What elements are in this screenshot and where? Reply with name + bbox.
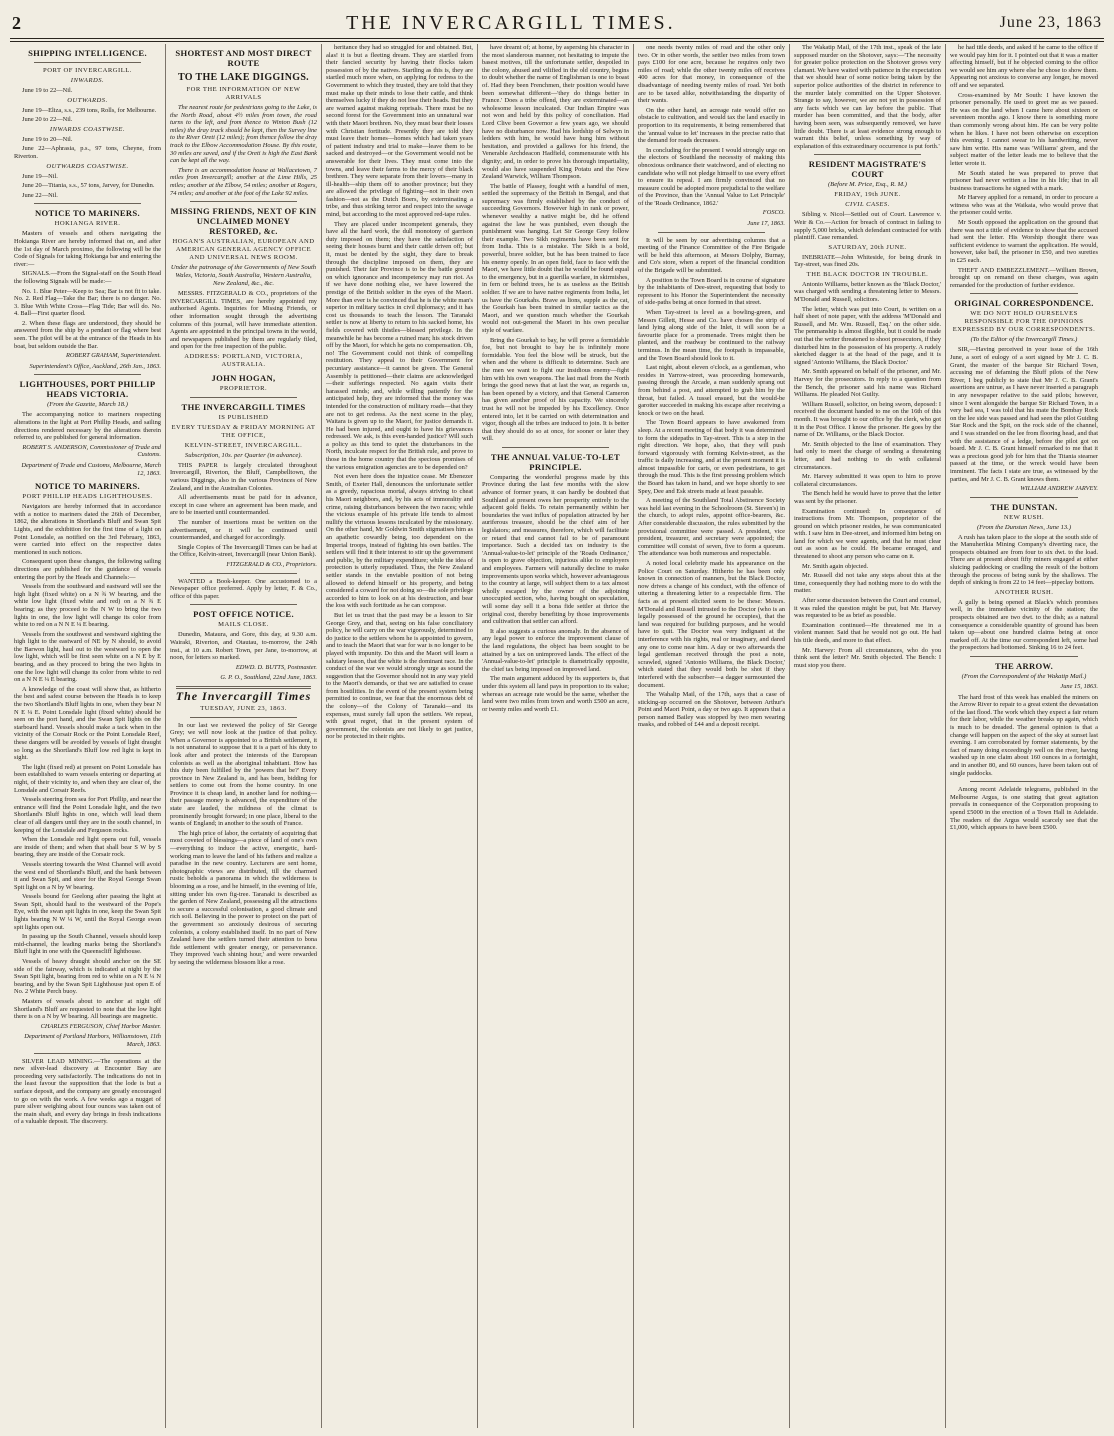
article-paragraph: The number of insertions must be written on the advertisement, or it will be continued until countermanded, and charged for accordingly. <box>170 519 317 542</box>
times-published-heading: THE INVERCARGILL TIMES <box>181 401 306 412</box>
local-news-paragraph: A meeting of the Southland Total Abstinence Society was held last evening in the Schoolroom (St. Steven's) in the church, to adopt rules, appoint office-bearers, &c. After considerable discussion, the rules submitted by the provisional committee were passed. A president, vice president, treasurer, and secretary were appointed; the committee will consist of seven, five to form a quorum. The attendance was both numerous and respectable. <box>638 497 785 558</box>
agency-address: ADDRESS: PORTLAND, VICTORIA, AUSTRALIA. <box>184 352 303 368</box>
editorial-paragraph: Bring the Gourkah to bay, he will prove a formidable foe, but not brought to bay he is infinitely more formidable. You feel the blow will be struck, but the when and the where is difficult to determine. Such are the men we want to fight our insidious enemy—fight him with his own weapons. The last mail from the North brings the good news that at last the war, as regards us, has been opened by a victory, and that General Cameron has given another proof of his capacity. We sincerely trust he will not be impeded by his Excellency. Once entered into, let it be carried on with determination and vigor, though all the tribes are induced to join. It is better that they should do so at once, for sooner or later they will. <box>482 336 629 443</box>
court-date: SATURDAY, 20th JUNE. <box>828 243 907 251</box>
court-paragraph: The Bench held he would have to prove that the letter was sent by the prisoner. <box>794 490 941 505</box>
article-paragraph: Navigators are hereby informed that in accordance with a notice to mariners dated the 26th of December, 1862, the alterations in Shortland's Bluff and Swan Spit Lights, and the exhibition for the first time of a light on Point Lonsdale, as notified on the 3rd February, 1863, were carried into effect on the respective dates mentioned in such notices. <box>14 503 161 556</box>
correspondence-disclaimer: WE DO NOT HOLD OURSELVES RESPONSIBLE FOR THE OPINIONS EXPRESSED BY OUR CORRESPONDENTS. <box>952 310 1096 334</box>
published-label: IS PUBLISHED <box>218 413 269 421</box>
court-paragraph: Mr. Russell did not take any steps about this at the time, consequently they had nothing more to do with the matter. <box>794 572 941 595</box>
divider <box>190 397 297 398</box>
article-paragraph: Vessels steering from sea for Port Phillip, and near the entrance will find the Point Lonsdale light, and the two Shortland's Bluff lights in one, which will lead them clear of all dangers until they are in the south channel, in keeping of the Lonsdale and Ferguson rocks. <box>14 796 161 834</box>
column-1 <box>10 44 166 1428</box>
divider <box>34 1053 141 1054</box>
source-note: (From the Correspondent of the Wakatip Mail.) <box>961 673 1087 680</box>
masthead-rule-bottom <box>10 41 1104 42</box>
editor-salutation: (To the Editor of the Invercargill Times.) <box>970 336 1078 344</box>
column-4 <box>478 44 634 1428</box>
post-office-heading: POST OFFICE NOTICE. <box>193 609 294 620</box>
article-paragraph: one needs twenty miles of road and the other only two. Or in other words, the settler two miles from town pays £100 for one acre, because he requires only two miles of road; while the other twenty miles off receives 400 acres for that money, in consequence of the disadvantage of needing twenty miles of road. Yet both are to be taxed alike, notwithstanding the disparity of their wants. <box>638 44 785 105</box>
value-to-let-heading: THE ANNUAL VALUE-TO-LET PRINCIPLE. <box>490 451 621 472</box>
divider <box>190 573 297 574</box>
source-note: (From the Gazette, March 18.) <box>47 401 128 409</box>
divider <box>658 232 765 233</box>
article-paragraph: Vessels from the southward and eastward will see the high light (fixed white) on a N ¾ W bearing, and the white low light (fixed white and red) on a N ¾ E bearing; as they proceed to the N W to bring the two lights in one, the low light will change its color from white to red on a N N E ¼ E bearing. <box>14 583 161 629</box>
court-paragraph: Examination continued—He threatened me in a violent manner. Said that he would not go out. He had his title deeds, and more to that effect. <box>794 621 941 644</box>
court-paragraph: he had title deeds, and asked if he came to the office if we would pay him for it. I pointed out that it was a matter affecting himself, but if he objected coming to the office we would see him any where else he chose to show them. Appearing not anxious to converse any longer, he moved off and we separated. <box>950 44 1098 89</box>
article-paragraph: In passing up the South Channel, vessels should keep mid-channel, the leading marks being the Shortland's Bluff light in one with the Queenscliff lighthouse. <box>14 933 161 956</box>
signature: ROBERT S. ANDERSON, Commissioner of Trade and Customs. <box>22 443 161 459</box>
court-paragraph: Mr. Harvey: From all circumstances, who do you think sent the letter? Mr. Smith objected. The Bench: I must stop you there. <box>794 646 941 669</box>
article-paragraph: The nearest route for pedestrians going to the Lake, is the North Road, about 4½ miles from town, the road turns to the left, and from thence to Winton Bush (12 miles) the dray track should be kept, then the Survey line to the River Oreti (12 miles); from thence follow the dray track to the Elbow Accommodation House. By this route, 30 miles are saved, and if the Oreti is high the East Bank can be kept all the way. <box>170 104 317 165</box>
court-paragraph: Mr Harvey applied for a remand, in order to procure a witness who was at the Waikaia, who would prove that the prisoner could write. <box>950 194 1098 217</box>
arrow-heading: THE ARROW. <box>994 661 1054 671</box>
article-paragraph: Vessels bound for Geelong after passing the light at Swan Spit, should haul to the westward of the Pope's Eye, with the swan spit lights in one, keep the Swan Spit lights bearing N W ¼ W, until the Royal George swan spit lights open out. <box>14 893 161 931</box>
article-paragraph: The light (fixed red) at present on Point Lonsdale has been established to warn vessels entering or departing at night, of their vicinity to, and when they are clear of, the Lonsdale and Corsair Reefs. <box>14 763 161 794</box>
court-date: FRIDAY, 19th JUNE. <box>834 191 901 199</box>
divider <box>34 374 141 375</box>
article-paragraph: SIGNALS.—From the Signal-staff on the South Head the following Signals will be made:— <box>14 270 161 285</box>
article-paragraph: There is an accommodation house at Wallacetown, 7 miles from Invercargill; another at the Lime Hills, 25 miles; another at the Elbow, 54 miles; another at Rogers, 74 miles; and another at the foot of the Lake 92 miles. <box>170 166 317 197</box>
article-paragraph: All advertisements must be paid for in advance, except in case where an agreement has been made, and are to be inserted until countermanded. <box>170 494 317 517</box>
article-paragraph: Consequent upon these changes, the following sailing directions are published for the guidance of vessels entering the port by the Heads and Channels:— <box>14 558 161 581</box>
agency-heading: HOGAN'S AUSTRALIAN, EUROPEAN AND AMERICAN GENERAL AGENCY OFFICE AND UNIVERSAL NEWS ROOM. <box>172 238 315 262</box>
proprietor-name: JOHN HOGAN, <box>211 372 276 383</box>
court-paragraph: Mr South stated he was prepared to prove that prisoner had never written a line in his life; that in all business transactions he signed with a mark. <box>950 169 1098 192</box>
article-paragraph: On the other hand, an acreage rate would offer no obstacle to cultivation, and would tax the land exactly in proportion to its requirements, it being remembered that the 'annual value to let' increases in the precise ratio that the demand for roads decreases. <box>638 106 785 145</box>
court-paragraph: Mr South opposed the application on the ground that there was not a tittle of evidence to show that the accused had sent the letter. His Worship thought there was sufficient evidence to warrant the application. He would, however, take bail, the prisoner in £50, and two sureties in £25 each. <box>950 219 1098 265</box>
signature: WILLIAM ANDREW JARVEY. <box>1020 485 1098 493</box>
court-paragraph: INEBRIATE—John Whiteside, for being drunk in Tay-street, was fined 20s. <box>794 253 941 269</box>
article-paragraph: Vessels of heavy draught should anchor on the SE side of the fairway, which is indicated at night by the Swan Spit light, bearing from red to white on a N E ¼ N bearing, and by the Swan Spit Lighthouse just open E of No. 2 White Perch buoy. <box>14 958 161 996</box>
notice-mariners-heading-2: NOTICE TO MARINERS. <box>35 481 140 492</box>
signature: FITZGERALD & CO., Proprietors. <box>226 561 317 568</box>
shipping-entry: June 19—Eliza, s.s., 239 tons, Rolls, for Melbourne. <box>22 106 157 114</box>
route-heading: SHORTEST AND MOST DIRECT ROUTE <box>175 48 312 68</box>
local-news-paragraph: A noted local celebrity made his appearance on the Police Court on Saturday. Hitherto he has been only known in connection of manners, but the Black Doctor, now drives a change of his conduct, with the offence of uttering a threatening letter to a respectable firm. The facts as at present elicited seem to be these: Messrs. M'Donald and Russell intrusted to the Doctor (who is an legally possessed of the ground he occupies), that the land was required for building purposes, and he would have to quit. The Doctor was very indignant at the interference with his rights, real or imaginary, and dared any one to come near him. A day or two afterwards the legal gentleman received through the post a note, scrawled, signed 'Antonio Williams, the Black Doctor,' which stated that they would both be shot if they interfered with the subscriber—a dagger surmounted the document. <box>638 560 785 689</box>
article-paragraph: No. 1. Blue Peter—Keep to Sea; Bar is not fit to take. No. 2. Red Flag—Take the Bar; there is no danger. No. 3. Blue With White Cross—Flag Tide; Bar will do. No. 4. Ball—First quarter flood. <box>14 287 161 318</box>
column-2 <box>166 44 322 1428</box>
editorial-paragraph: The battle of Plassey, fought with a handful of men, settled the supremacy of the British in Bengal, and that supremacy was firmly established by the conduct of succeeding Governors. However high in rank or power, whenever wealthy a native might be, did he offend against the law he was punished, even though the punishment was hanging. Let Sir George Grey follow their example. Two Sikh regiments have been sent for from India. This is a mistake. The Sikh is a bold, powerful, brave soldier, but he has been trained to face his enemy openly. In an open field, face to face with the Maori, we have little doubt that he would be found equal to the emergency, but in a guerilla warfare, in skirmishes, in fern or behind trees, he is as useless as the British soldier. If we are to have native regiments from India, let us have the Gourkahs. Brave as lions, supple as the cat, the Gourkah has been trained in similar tactics as the Maori, and we question much whether the Gourkah would not out-general the Maori in his own peculiar style of warfare. <box>482 182 629 334</box>
masthead <box>12 10 1102 36</box>
hokianga-heading: HOKIANGA RIVER. <box>54 220 121 228</box>
article-paragraph: It also suggests a curious anomaly. In the absence of any legal power to enforce the improvement clause of the land regulations, the object has been sought to be attained by a tax on unimproved lands. The effect of the 'Annual-value-to-let' principle is diametrically opposite, the chief tax being imposed on improved land. <box>482 627 629 673</box>
article-paragraph: Masters of vessels and others navigating the Hokianga River are hereby informed that on, and after the 1st day of March proximo, the following will be the Code of Signals for taking Hokianga bar and entering the river:— <box>14 230 161 268</box>
column-3 <box>322 44 478 1428</box>
local-news-paragraph: Last night, about eleven o'clock, as a gentleman, who resides in Yarrow-street, was proceeding homewards, passing through the Arcade, a man suddenly sprang out from behind a post, and attempted to grab him by the throat, but failed. A tussel ensued, but the would-be garotter succeeded in making his escape after receiving a knock or two on the head. <box>638 364 785 417</box>
signature-place: Department of Portland Harbors, Williamstown, 11th March, 1863. <box>24 1033 161 1048</box>
dunstan-heading: THE DUNSTAN. <box>990 501 1058 512</box>
shipping-entry: June 22—Aphrasia, p.s., 97 tons, Cheyne, from Riverton. <box>14 145 161 160</box>
divider <box>34 203 141 204</box>
court-paragraph: Mr. Smith objected to the line of examination. They had only to meet the charge of sending a threatening letter, and had nothing to do with collateral circumstances. <box>794 440 941 471</box>
signature-place: Department of Trade and Customs, Melbourne, March 12, 1863. <box>21 462 161 477</box>
shipping-entry: June 20 to 22—Nil. <box>22 116 73 124</box>
shipping-entry: June 19 to 20—Nil. <box>22 135 73 143</box>
editorial-paragraph: heritance they had so struggled for and obtained. But, alas! it is but a fleeting dream. They are startled from their fancied security by having their flocks taken possession of by the natives. Startling as this is, they are startled much more when, on applying for redress to the Government to which they trusted, they are told that they must make up their minds to lose their cattle, and think themselves lucky if they do not lose their heads. But they are warned against making reprisals. There must be no second forest for the Government into an unnatural war with their Maori brethren. No, they must bear their losses with Christian fortitude. Presently they are told they must leave their homes—homes which had taken years of patient industry and trial to make—leave them to be sacked and destroyed—or the Government would not be answerable for their lives. They must come into the towns, and leave their farms to the mercy of their black brethren. They were separate from their lovers—many in ill-health—ship them off to another province; but they are allowed the privilege of fighting—not in their own fashion—not as the Dutch Boers, by exterminating a tribe, and thus striking terror and respect into the savage mind, but according to the most approved red-tape rules. <box>326 44 473 219</box>
court-paragraph: William Russell, solicitor, on being sworn, deposed: I received the document handed to me on the 16th of this month. It was brought to our office by the clerk, who got it in the Post Office. I know the prisoner. He goes by the name of Dr. Williams, or the Black Doctor. <box>794 400 941 439</box>
subscription-note: Subscription, 10s. per Quarter (in advance). <box>184 451 303 459</box>
article-paragraph: SILVER LEAD MINING.—The operations at the new silver-lead discovery at Encounter Bay are proceeding very satisfactorily. The indications do not in the least favour the supposition that the lode is but a surface deposit, and the company are greatly encouraged to go on with the work. A few weeks ago a nugget of pure silver weighing about four ounces was taken out of the main shaft, and every day brings in fresh indications of a valuable deposit. The discovery. <box>14 1057 161 1126</box>
local-news-paragraph: The Town Board appears to have awakened from sleep. At a recent meeting of that body it was determined to form the sidepaths in Tay-street. This is a step in the right direction. We hope, also, that they will push forward vigorously with forming Kelvin-street, as the traffic is daily increasing, and at the present moment it is almost impassible for carts, or even pedestrians, to get through the mud. This is the first pressing problem which the Board has taken in hand, and we hope shortly to see Spey, Dee and Esk streets made at least passable. <box>638 419 785 495</box>
court-paragraph: Mr. Smith appeared on behalf of the prisoner, and Mr. Harvey for the prosecutors. In reply to a question from the Bench, the prisoner said his name was Richard Williams. He pleaded Not Guilty. <box>794 368 941 399</box>
published-schedule: EVERY TUESDAY & FRIDAY MORNING AT THE OFFICE, <box>171 423 316 439</box>
article-paragraph: When the Lonsdale red light opens out full, vessels are inside of them; and when that shall bear S W by S bearing, they are inside of the Corsair rock. <box>14 836 161 859</box>
article-paragraph: The Wakatip Mail, of the 17th inst., speak of the late supposed murder on the Shotover, says:—'The necessity for greater police protection on the Shotover grows very clamant. We have waited with patience in the expectation that we should hear of some notice being taken by the superior police authorities of the district in reference to the murder lately committed on the Upper Shotover. Strange to say, however, we are not yet in possession of any facts which we can lay before the public. That murder has been committed, and that the body, after having been seen, was subsequently removed, we have little doubt. There is at least evidence strong enough to warrant this belief, unless something by way of explanation of this extraordinary occurrence is put forth.' <box>794 44 941 150</box>
port-phillip-heading: PORT PHILLIP HEADS LIGHTHOUSES. <box>22 493 153 501</box>
divider <box>970 656 1078 657</box>
issue-date: June 23, 1863 <box>999 14 1102 31</box>
proprietor-title: PROPRIETOR. <box>219 384 268 392</box>
divider <box>970 781 1078 782</box>
black-doctor-heading: THE BLACK DOCTOR IN TROUBLE. <box>806 270 929 278</box>
magistrates-court-heading: RESIDENT MAGISTRATE'S COURT <box>808 159 927 180</box>
another-rush-heading: ANOTHER RUSH. <box>994 588 1054 596</box>
letter-paragraph: SIR,—Having perceived in your issue of the 16th June, a sort of eulogy of a sort signed by Mr J. C. B. Grant, the master of the barque Sir Richard Town, accusing me of defaming the Bluff pilots of the New River, I beg publicly to state that Mr J. C. B. Grant's assertions are untrue, as I have never inserted a paragraph in any newspaper relative to the said pilots; however, since I went alongside the barque Sir Richard Town, in a very bad sea, I was told that his mate the Bombay Rock on the lee side was passed and had seen the pilot Guiding Star Rock and the Spit, on the rock side of the channel, and I was stranded on the lee from flooring head, and that with the assistance of a ledge, before the pilot got on board. Mr J. C. B. Grant himself remarked to me that it was a precious good job for him that the Titania steamer passed at the time, or the wreck would have been imminent. The facts I state are true, as witnessed by the parties, and Mr J. C. B. Grant knows them. <box>950 346 1098 483</box>
signature: CHARLES FERGUSON, Chief Harbor Master. <box>40 1022 161 1030</box>
divider <box>190 201 297 202</box>
new-rush-heading: NEW RUSH. <box>1003 513 1045 521</box>
divider <box>970 293 1078 294</box>
editorial-paragraph: Not even here does the injustice cease. Mr Ebenezer Smith, of Exeter Hall, denounces the unfortunate settler as a greedy, rapacious mortal, always striving to cheat his Maori neighbors, and, by his acts of immorality and crime, raising disturbances between the two races; while the vicious example of his private life tends to almost nullify the virtuous lessons inculcated by the missionary. On the other hand, Mr Goldwin Smith stigmatises him as an apathetic cowardly being, too dependent on the Imperial troops, instead of fighting his own battles. The settlers will find it their interest to stir up the government and public, by the military expenditure; while the idea of protection is utterly repudiated. Thus, the New Zealand settler stands in the enviable position of not being allowed to defend himself or his property, and being considered a coward for not doing so—the sole privilege accorded to him to look on at his destruction, and bear the loss with such fortitude as he can compose. <box>326 473 473 610</box>
court-paragraph: Sibling v. Nicol—Settled out of Court. Lawrence v. Weir & Co.—Action for breach of contract in failing to supply 5,000 bricks, which defendant contracted for with plaintiff. Case remanded. <box>794 211 941 242</box>
editorial-paragraph: The high price of labor, the certainty of acquiring that most coveted of blessings—a piece of land of one's own—everything to induce the active, energetic, hard-working man to leave the land of his fathers and realize a paradise in the new country. Lecturers are sent home, photographic views are distributed, till the charmed rustic beholds a panorama in which the wilderness is blooming as a rose, and he himself, in the evening of life, sitting under his own fig-tree. Taranaki is described as the garden of New Zealand, possessing all the attractions to secure a successful colonisation, a good climate and rich soil. Believing in the power to protect on the part of the government so anxiously desirous of securing colonists, a colony established itself. In no part of New Zealand have the settlers turned their attention to bona fide settlement with greater energy, or perseverance. They improved 'each shining hour,' and were rewarded by seeing the wilderness blossom like a rose. <box>170 829 317 966</box>
article-paragraph: In concluding for the present I would strongly urge on the electors of Southland the necessity of making this obnoxious ordinance their watchword, and of electing no candidate who will not pledge himself to use every effort to ensure its repeal. I am firmly convinced that no measure could be adopted more prejudicial to the welfare of the Province, than the 'Annual Value to Let Principle' of the 'Roads Ordinance, 1862.' <box>638 146 785 207</box>
shipping-entry: June 19 to 22—Nil. <box>22 87 73 94</box>
civil-cases-label: CIVIL CASES. <box>845 201 890 209</box>
article-paragraph: Comparing the wonderful progress made by this Province during the last few months with the slow advance of former years, it can hardly be doubted that Southland at present owes her prosperity entirely to the adjacent gold fields. To retain permanently within her boundaries the vast influx of population attracted by her auriferous treasure, should be the chief aim of her legislators; and measures, therefore, which will facilitate or retard that end cannot fail to be of paramount importance. Such a decided tax on industry is the 'Annual-value-to-let' principle of the 'Roads Ordinance,' is open to grave objection, injurious alike to employers and employees. Farmers will naturally decline to make improvements upon works which, however advantageous to the country at large, will subject them to a tax almost wholly escaped by the owner of the adjoining unoccupied section, who, having bought on speculation, will some day sell it a bona fide settler at thrice the original cost, thereby benefiting by those improvements and cultivation that settler can afford. <box>482 473 629 626</box>
divider <box>190 717 297 718</box>
shipping-entry: June 20—Titania, s.s., 57 tons, Jarvey, for Dunedin. <box>22 182 155 190</box>
editorial-banner: The Invercargill Times <box>175 688 312 703</box>
lighthouse-heading: LIGHTHOUSES, PORT PHILLIP HEADS VICTORIA. <box>19 379 156 400</box>
article-paragraph: The main argument adduced by its supporters is, that under this system all land pays in proportion to its value; whereas an acreage rate would be the same, whether the land were two miles from town and worth £500 an acre, or twenty miles and worth £1. <box>482 675 629 713</box>
editorial-dateline: TUESDAY, JUNE 23, 1863. <box>200 704 287 712</box>
article-paragraph: 2. When these flags are understood, they should be answered from the ship by a pendant or flag where best seen. The pilot will be at the entrance of the Heads in his boat, but seldom outside the Bar. <box>14 319 161 350</box>
court-paragraph: Examination continued: In consequence of instructions from Mr. Thompson, proprietor of the ground on which prisoner resides, he was communicated with. I saw him in Dee-street, and informed him being on land for which we were agents, and that he must clear out as soon as he could. He became enraged, and threatened to shoot any person who came on it. <box>794 507 941 561</box>
divider <box>814 154 921 155</box>
court-paragraph: Mr. Harvey submitted it was open to him to prove collateral circumstances. <box>794 473 941 488</box>
column-7 <box>946 44 1102 1428</box>
outwards-label: OUTWARDS. <box>67 96 108 104</box>
article-paragraph: A gully is being opened at Black's which promises well, in the immediate vicinity of the station; the prospects obtained are two dwt. to the dish; as a natural consequence a considerable quantity of ground has been taken up—about one hundred claims being at once marked off. At the time our correspondent left, some had the prospectors had bottomed. Sinking 16 to 24 feet. <box>950 598 1098 652</box>
editorial-paragraph: They are placed under incompetent generals, they have all the hard work, the dull monotony of garrison duty imposed on them; they have the satisfaction of seeing their houses burnt and their cattle driven off; but it, must be denied by the sight, they dare to break through the discipline imposed on them, they are punished. Their fair Province is to be the battle ground on which ignorance and incompetency may run riot. As if we have done nothing else, we have lowered the prestige of the British soldier in the eyes of the Maori. More than ever is he convinced that he is the white man's superior in military tactics in civil diplomacy; and it has cost us thousands to teach the lesson. The Taranaki settler is now at liberty to return to his sacked home, his fields covered with thistles—blessed privilege. In the meanwhile he has become a ruined man; his stock driven off by the Maori, for which he gets no compensation. Oh, no! The Government could not think of compelling restitution. They appeal to their Government for pecuniary assistance—it cannot be given. The General Assembly is petitioned—their claims are acknowledged—their sufferings respected. No again visits their harassed minds; and, while willing patiently for the anticipated help, they are informed that the money was intended for the construction of military roads—that they are not to get redress. As the next scene in the play, Waitara is given up to the Maori, for justice demands it. He had been injured, and ought to have his grievances redressed. We ask, is this even-handed justice? Will such a policy as this tend to quiet the disturbances in the North, inculcate respect for the British rule, and prove to those in the home country that the specious promises of the various emigration agencies are to be depended on? <box>326 220 474 471</box>
court-presiding-note: (Before M. Price, Esq., R. M.) <box>827 181 908 189</box>
shipping-entry: June 19—Nil. <box>22 172 58 180</box>
columns <box>10 44 1104 1428</box>
court-paragraph: THEFT AND EMBEZZLEMENT.—William Brown, brought up on remand on these charges, was again remanded for the production of further evidence. <box>950 266 1098 289</box>
missing-friends-heading: MISSING FRIENDS, NEXT OF KIN UNCLAIMED MONEY RESTORED, &c. <box>170 206 317 237</box>
mails-close-label: MAILS CLOSE. <box>218 621 269 629</box>
article-paragraph: A rush has taken place to the slope at the south side of the Manuherikia Mining Company's diverting race, the prospects obtained are from four to six dwt. to the load. There are at present about fifty miners engaged at either sluicing paddocking or cradling the result of the bottom through the process of being sunk by the shallows. The depth of sinking is from 22 to 14 feet—pipeclay bottom. <box>950 533 1098 587</box>
signature-date: June 17, 1863. <box>747 220 785 228</box>
article-paragraph: Among recent Adelaide telegrams, published in the Melbourne Argus, is one stating that great agitation prevails in consequence of the Corporation proposing to spend £5000 in the erection of a Town Hall in Adelaide. The readers of the Argus would scarcely see that the £1,000, which appears to have been £500. <box>950 786 1098 832</box>
dispatch-date: June 15, 1863. <box>1060 683 1098 690</box>
local-news-paragraph: It will be seen by our advertising columns that a meeting of the Finance Committee of the Fire Brigade will be held this afternoon, at Messrs Dolphy, Burnay, and Co's store, when a report of the financial condition of the Brigade will be submitted. <box>638 236 785 275</box>
court-paragraph: Mr. Smith again objected. <box>802 562 869 570</box>
route-subheading: FOR THE INFORMATION OF NEW ARRIVALS <box>186 86 301 101</box>
signature: FOSCO. <box>762 209 785 217</box>
article-paragraph: MESSRS. FITZGERALD & CO., proprietors of the INVERCARGILL TIMES, are hereby appointed my authorised Agents. Inquiries for Missing Friends, or other information sought through the advertising columns of this journal, will have immediate attention. Agents are appointed in the principal towns in the world, and newspapers published by them are regularly filed, and open for the free inspection of the public. <box>170 290 317 351</box>
signature: EDWD. D. BUTTS, Postmaster. <box>235 663 317 671</box>
page-number: 2 <box>12 12 22 33</box>
article-paragraph: Single Copies of The Invercargill Times can be had at the Office, Kelvin-street, Invercargill (near Union Bank). <box>170 543 317 559</box>
court-paragraph: The letter, which was put into Court, is written on a half sheet of note paper, with the address 'M'Donald and Russell, and Mr. Wm. Russell, Esq.' on the other side. The penmanship is almost illegible, but it could be made out that the writer threatened to shoot prosecutors, if they disturbed him in the possession of his property. A rudely sketched dagger is at the head of the page, and it is signed 'Antonio Williams, the Black Doctor.' <box>794 305 941 366</box>
article-paragraph: A knowledge of the coast will show that, as hitherto the best and safest course between the Heads is to keep the two Shortland's Bluff lights in one, when they bear N N E ¼ E. Point Lonsdale light (fixed white) should be seen on the port hand, and the Swan Spit lights on the starboard hand. Vessels should make a tack when in the vicinity of the Corsair Rock or the Point Lonsdale Reef, these dangers will be avoided by vessels of light draught so long as the Shortland's Bluff low red light is kept in sight. <box>14 685 161 762</box>
article-paragraph: Dunedin, Mataura, and Gore, this day, at 9.30 a.m. Wairaki, Riverton, and Otautau, to-morrow, the 24th inst., at 10 a.m. Robert Town, per Jane, to-morrow, at noon, for letters so marked. <box>170 631 317 662</box>
local-news-paragraph: When Tay-street is level as a bowling-green, and Messrs Gillett, Hesse and Co. have chosen the strip of land lying along side of the Inlet, it will soon be a favourite place for a promenade. Trees might then be planted, and the roadway be continued to the railway terminus. In the mean time, the footpath is impassable, and the Town Board should look to it. <box>638 309 785 362</box>
local-news-paragraph: The Wahalip Mail, of the 17th, says that a case of sticking-up occurred on the Shotover, between Arthur's Point and Maori Point, a day or two ago. It appears that a person named Bailey was stopped by two men wearing masks, and robbed of £44 and a deposit receipt. <box>638 691 785 729</box>
inwards-label: INWARDS. <box>70 77 105 84</box>
divider <box>34 62 141 63</box>
article-paragraph: THIS PAPER is largely circulated throughout Invercargill, Riverton, the Bluff, Campbelltown, the various Diggings, also in the various Provinces of New Zealand, and in the Australian Colonies. <box>170 461 317 492</box>
newspaper-title: THE INVERCARGILL TIMES. <box>346 11 676 34</box>
article-paragraph: Vessels steering towards the West Channel will avoid the west end of Shortland's Bluff, and the bank between it and Swan Spit, and steer for the Royal George Swan Spit light on a N by W bearing. <box>14 860 161 891</box>
court-paragraph: Cross-examined by Mr South: I have known the prisoner personally. He used to greet me as we passed. He was on the land when I came here about sixteen or seventeen months ago. I know there is something more than commonly wrong about him. He can be very polite when he likes. I have not been otherwise on exception this evening. I cannot swear to his handwriting, never saw him write. His name was 'Williams' given, and the subject matter of the letter leads me to believe that the letter wrote it. <box>950 91 1098 167</box>
masthead-rule-top <box>10 38 1104 39</box>
wanted-advertisement: WANTED a Book-keeper. One accustomed to a Newspaper office preferred. Apply by letter, F. & Co., office of this paper. <box>170 577 317 600</box>
court-paragraph: Antonio Williams, better known as the 'Black Doctor,' was charged with sending a threatening letter to Messrs. M'Donald and Russell, solicitors. <box>794 280 941 304</box>
lake-diggings-heading: TO THE LAKE DIGGINGS. <box>178 72 309 83</box>
shipping-entry: June 22—Nil. <box>22 191 58 199</box>
signature-place: G. P. O., Southland, 22nd June, 1863. <box>220 674 317 682</box>
outwards-coastwise-label: OUTWARDS COASTWISE. <box>46 162 129 170</box>
shipping-heading: SHIPPING INTELLIGENCE. <box>28 48 147 58</box>
port-heading: PORT OF INVERCARGILL. <box>43 67 132 74</box>
article-paragraph: Masters of vessels about to anchor at night off Shortland's Bluff are requested to note that the low light there is on a N by W bearing. All bearings are magnetic. <box>14 998 161 1021</box>
editorial-paragraph: But let us trust that the past may be a lesson to Sir George Grey, and that, seeing on his false conciliatory policy, he will carry on the war vigorously, determined to do justice to the settlers whom he is appointed to govern, and to teach the Maori that war for war is no longer to be played with impunity. Do this and the Maori will learn a salutary lesson, that the white is the dominant race. In the conduct of the war we would strongly urge as sound the suggestion that the Governor should not in any way yield to the Maori's demands, or that we are satisfied to cease from hostilities. In the event of the present system being permitted to continue, we fear that the enormous debt of the colony—of the Colony of Taranaki—and its expenses, must surely fall upon the settlers. We repeat, with great regret, that in the present system of government, the colonists are not likely to get justice, nor be protected in their rights. <box>326 611 473 741</box>
notice-mariners-heading: NOTICE TO MARINERS. <box>35 208 140 219</box>
divider <box>970 497 1078 498</box>
article-paragraph: Vessels from the southwest and westward sighting the high light to the eastward of NE by N should, to avoid the Barwon light, haul out to the westward to open the low light, which will be first seen white on a N E by E bearing, and as they proceed to bring the two lights in one the low light will change its color from white to red on a N N E ¼ E bearing. <box>14 630 161 684</box>
editorial-paragraph: In our last we reviewed the policy of Sir George Grey; we will now look at the justice of that policy. When a Governor is appointed to a British settlement, it is not unnatural to suppose that it is a part of his duty to look after and protect the interests of the European colonists as well as the aboriginal inhabitant. How has this duty been fulfilled by the 'powers that be?' Every province in New Zealand is, and has been, bidding for settlers to come out from the home country. In one Province it is cheap land, in another land for nothing—their passage money is advanced, the expenditure of the state are lauded, the mildness of the climat is prominently brought forward; in one place, liberal to the wants of England; in another to the south of France. <box>170 721 317 828</box>
column-6 <box>790 44 946 1428</box>
published-address: KELVIN-STREET, INVERCARGILL. <box>184 441 303 449</box>
editorial-paragraph: have dreamt of; at home, by aspersing his character in the most slanderous manner, not hesitating to impute the basest motives, till the unfortunate settler, despoiled in the colony, abused and vilified in the old country, begins to doubt whether the name of Englishman is one to boast of. Had they been Frenchmen, their position would have been somewhat different—'they do things better in France.' Does a tribe offend, they are exterminated—an wholesome lesson inculcated. Our Indian Empire was not won and held by this policy of conciliation. Had Lord Clive been Governor a few years ago, we should have no disturbance now. Had his lordship of Selwyn in ledders with him, he would have hung him without hesitation, and provided a gallows for his friend, the Venerable Archdeacon Hadfield, commensurate with his dignity; and, in order to prove his thorough impartiality, would also have suspended King Potatu and the New Zealand Warwick, William Thompson. <box>482 44 629 181</box>
source-note: (From the Dunstan News, June 13.) <box>976 523 1072 531</box>
column-5 <box>634 44 790 1428</box>
correspondence-heading: ORIGINAL CORRESPONDENCE. <box>954 298 1094 309</box>
patronage-note: Under the patronage of the Governments of New South Wales, Victoria, South Australia, Western Australia, New Zealand, &c., &c. <box>170 264 317 288</box>
signature-place: Superintendent's Office, Auckland, 26th Jan., 1863. <box>29 362 161 370</box>
divider <box>502 447 609 448</box>
signature: ROBERT GRAHAM, Superintendent. <box>65 352 161 360</box>
article-paragraph: The hard frost of this week has enabled the miners on the Arrow River to repair to a great extent the devastation of the last flood. The work which they expect a fair return for their labor, while the weather breaks up again, which is much to be dreaded. The general opinion is that a change will happen on the aspect of the sky at sunset last evening. I am corroborated by former statements, by the fact of many doing exceedingly well on the river, having washed up in one claim about 160 ounces in a fortnight, and in another 80, and 60 ounces, have been taken out of single paddocks. <box>950 693 1098 777</box>
divider <box>190 604 297 605</box>
inwards-coastwise-label: INWARDS COASTWISE. <box>49 125 126 133</box>
court-paragraph: After some discussion between the Court and counsel, it was ruled the question might be put, but Mr. Harvey was requested to be as brief as possible. <box>794 597 941 620</box>
local-news-paragraph: A position to the Town Board is in course of signature by the inhabitants of Dee-street, requesting that body to represent to his Honor the Superintendent the necessity of side-paths being at once formed in that street. <box>638 276 785 307</box>
article-paragraph: The accompanying notice to mariners respecting alterations in the light at Port Phillip Heads, and sailing directions rendered necessary by the alterations therein referred to, are published for general information. <box>14 411 161 442</box>
